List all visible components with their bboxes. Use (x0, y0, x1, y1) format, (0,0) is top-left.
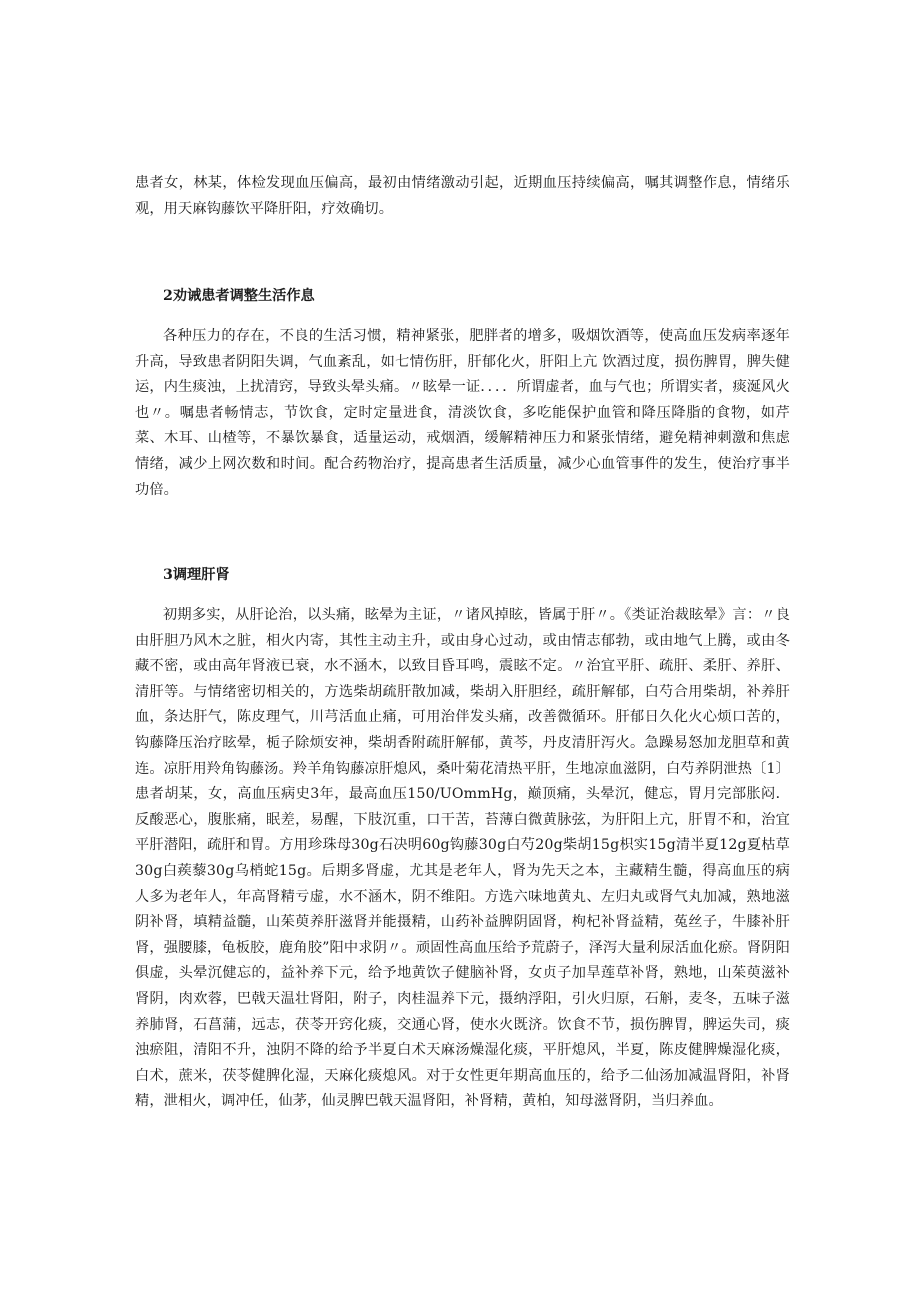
section-2-heading: 2劝诫患者调整生活作息 (163, 288, 315, 304)
section-3-paragraph: 初期多实，从肝论治，以头痛，眩晕为主证，〃诸风掉眩，皆属于肝〃。《类证治裁眩晕》言：〃良由肝胆乃风木之脏，相火内寄，其性主动主升，或由身心过动，或由情志郁勃，或由地气上腾，或由冬藏不密，或由高年肾液已衰，水不涵木，以致目昏耳鸣，震眩不定。〃治宜平肝、疏肝、柔肝、养肝、清肝等。与情绪密切相关的，方选柴胡疏肝散加减，柴胡入肝胆经，疏肝解郁，白芍合用柴胡，补养肝血，条达肝气，陈皮理气，川芎活血止痛，可用治伴发头痛，改善微循环。肝郁日久化火心烦口苦的，钩藤降压治疗眩晕，栀子除烦安神，柴胡香附疏肝解郁，黄芩，丹皮清肝泻火。急躁易怒加龙胆草和黄连。凉肝用羚角钩藤汤。羚羊角钩藤凉肝熄风，桑叶菊花清热平肝，生地凉血滋阴，白芍养阴泄热〔1〕患者胡某，女，高血压病史3年，最高血压150/UOmmHg，巅顶痛，头晕沉，健忘，胃月完部胀闷．反酸恶心，腹胀痛，眠差，易醒，下肢沉重，口干苦，苔薄白微黄脉弦，为肝阳上亢，肝胃不和，治宜平肝潜阳，疏肝和胃。方用珍珠母30g石决明60g钩藤30g白芍20g柴胡15g枳实15g清半夏12g夏枯草30g白蒺藜30g乌梢蛇15g。后期多肾虚，尤其是老年人，肾为先天之本，主藏精生髓，得高血压的病人多为老年人，年高肾精亏虚，水不涵木，阴不维阳。方选六味地黄丸、左归丸或肾气丸加减，熟地滋阴补肾，填精益髓，山茱萸养肝滋肾并能摄精，山药补益脾阴固肾，枸杞补肾益精，菟丝子，牛膝补肝肾，强腰膝，龟板胶，鹿角胶”阳中求阴〃。顽固性高血压给予荒蔚子，泽泻大量利尿活血化瘀。肾阴阳俱虚，头晕沉健忘的，益补养下元，给予地黄饮子健脑补肾，女贞子加旱莲草补肾，熟地，山茱萸滋补肾阴，肉欢蓉，巴戟天温壮肾阳，附子，肉桂温养下元，摄纳浮阳，引火归原，石斛，麦冬，五味子滋养肺肾，石菖蒲，远志，茯苓开窍化痰，交通心肾，使水火既济。饮食不节，损伤脾胃，脾运失司，痰浊瘀阻，清阳不升，浊阴不降的给予半夏白术天麻汤燥湿化痰，平肝熄风，半夏，陈皮健脾燥湿化痰，白术，蔗米，茯苓健脾化湿，天麻化痰熄风。对于女性更年期高血压的，给予二仙汤加减温肾阳，补肾精，泄相火，调冲任，仙茅，仙灵脾巴戟天温肾阳，补肾精，黄柏，知母滋肾阴，当归养血。 (135, 607, 790, 1110)
section-2-paragraph: 各种压力的存在，不良的生活习惯，精神紧张，肥胖者的增多，吸烟饮酒等，使高血压发病率逐年升高，导致患者阴阳失调，气血紊乱，如七情伤肝，肝郁化火，肝阳上亢 饮酒过度，损伤脾胃，脾失健运，内生痰浊，上扰清窍，导致头晕头痛。〃眩晕一证．．．．所谓虚者，血与气也；所谓实者，痰涎风火也〃。嘱患者畅情志，节饮食，定时定量进食，清淡饮食，多吃能保护血管和降压降脂的食物，如芹菜、木耳、山楂等，不暴饮暴食，适量运动，戒烟酒，缓解精神压力和紧张情绪，避免精神刺激和焦虑情绪，减少上网次数和时间。配合药物治疗，提高患者生活质量，减少心血管事件的发生，使治疗事半功倍。 (135, 328, 790, 498)
section-3-heading: 3调理肝肾 (163, 567, 230, 583)
intro-paragraph: 患者女，林某，体检发现血压偏高，最初由情绪激动引起，近期血压持续偏高，嘱其调整作息，情绪乐观，用天麻钩藤饮平降肝阳，疗效确切。 (135, 175, 790, 217)
